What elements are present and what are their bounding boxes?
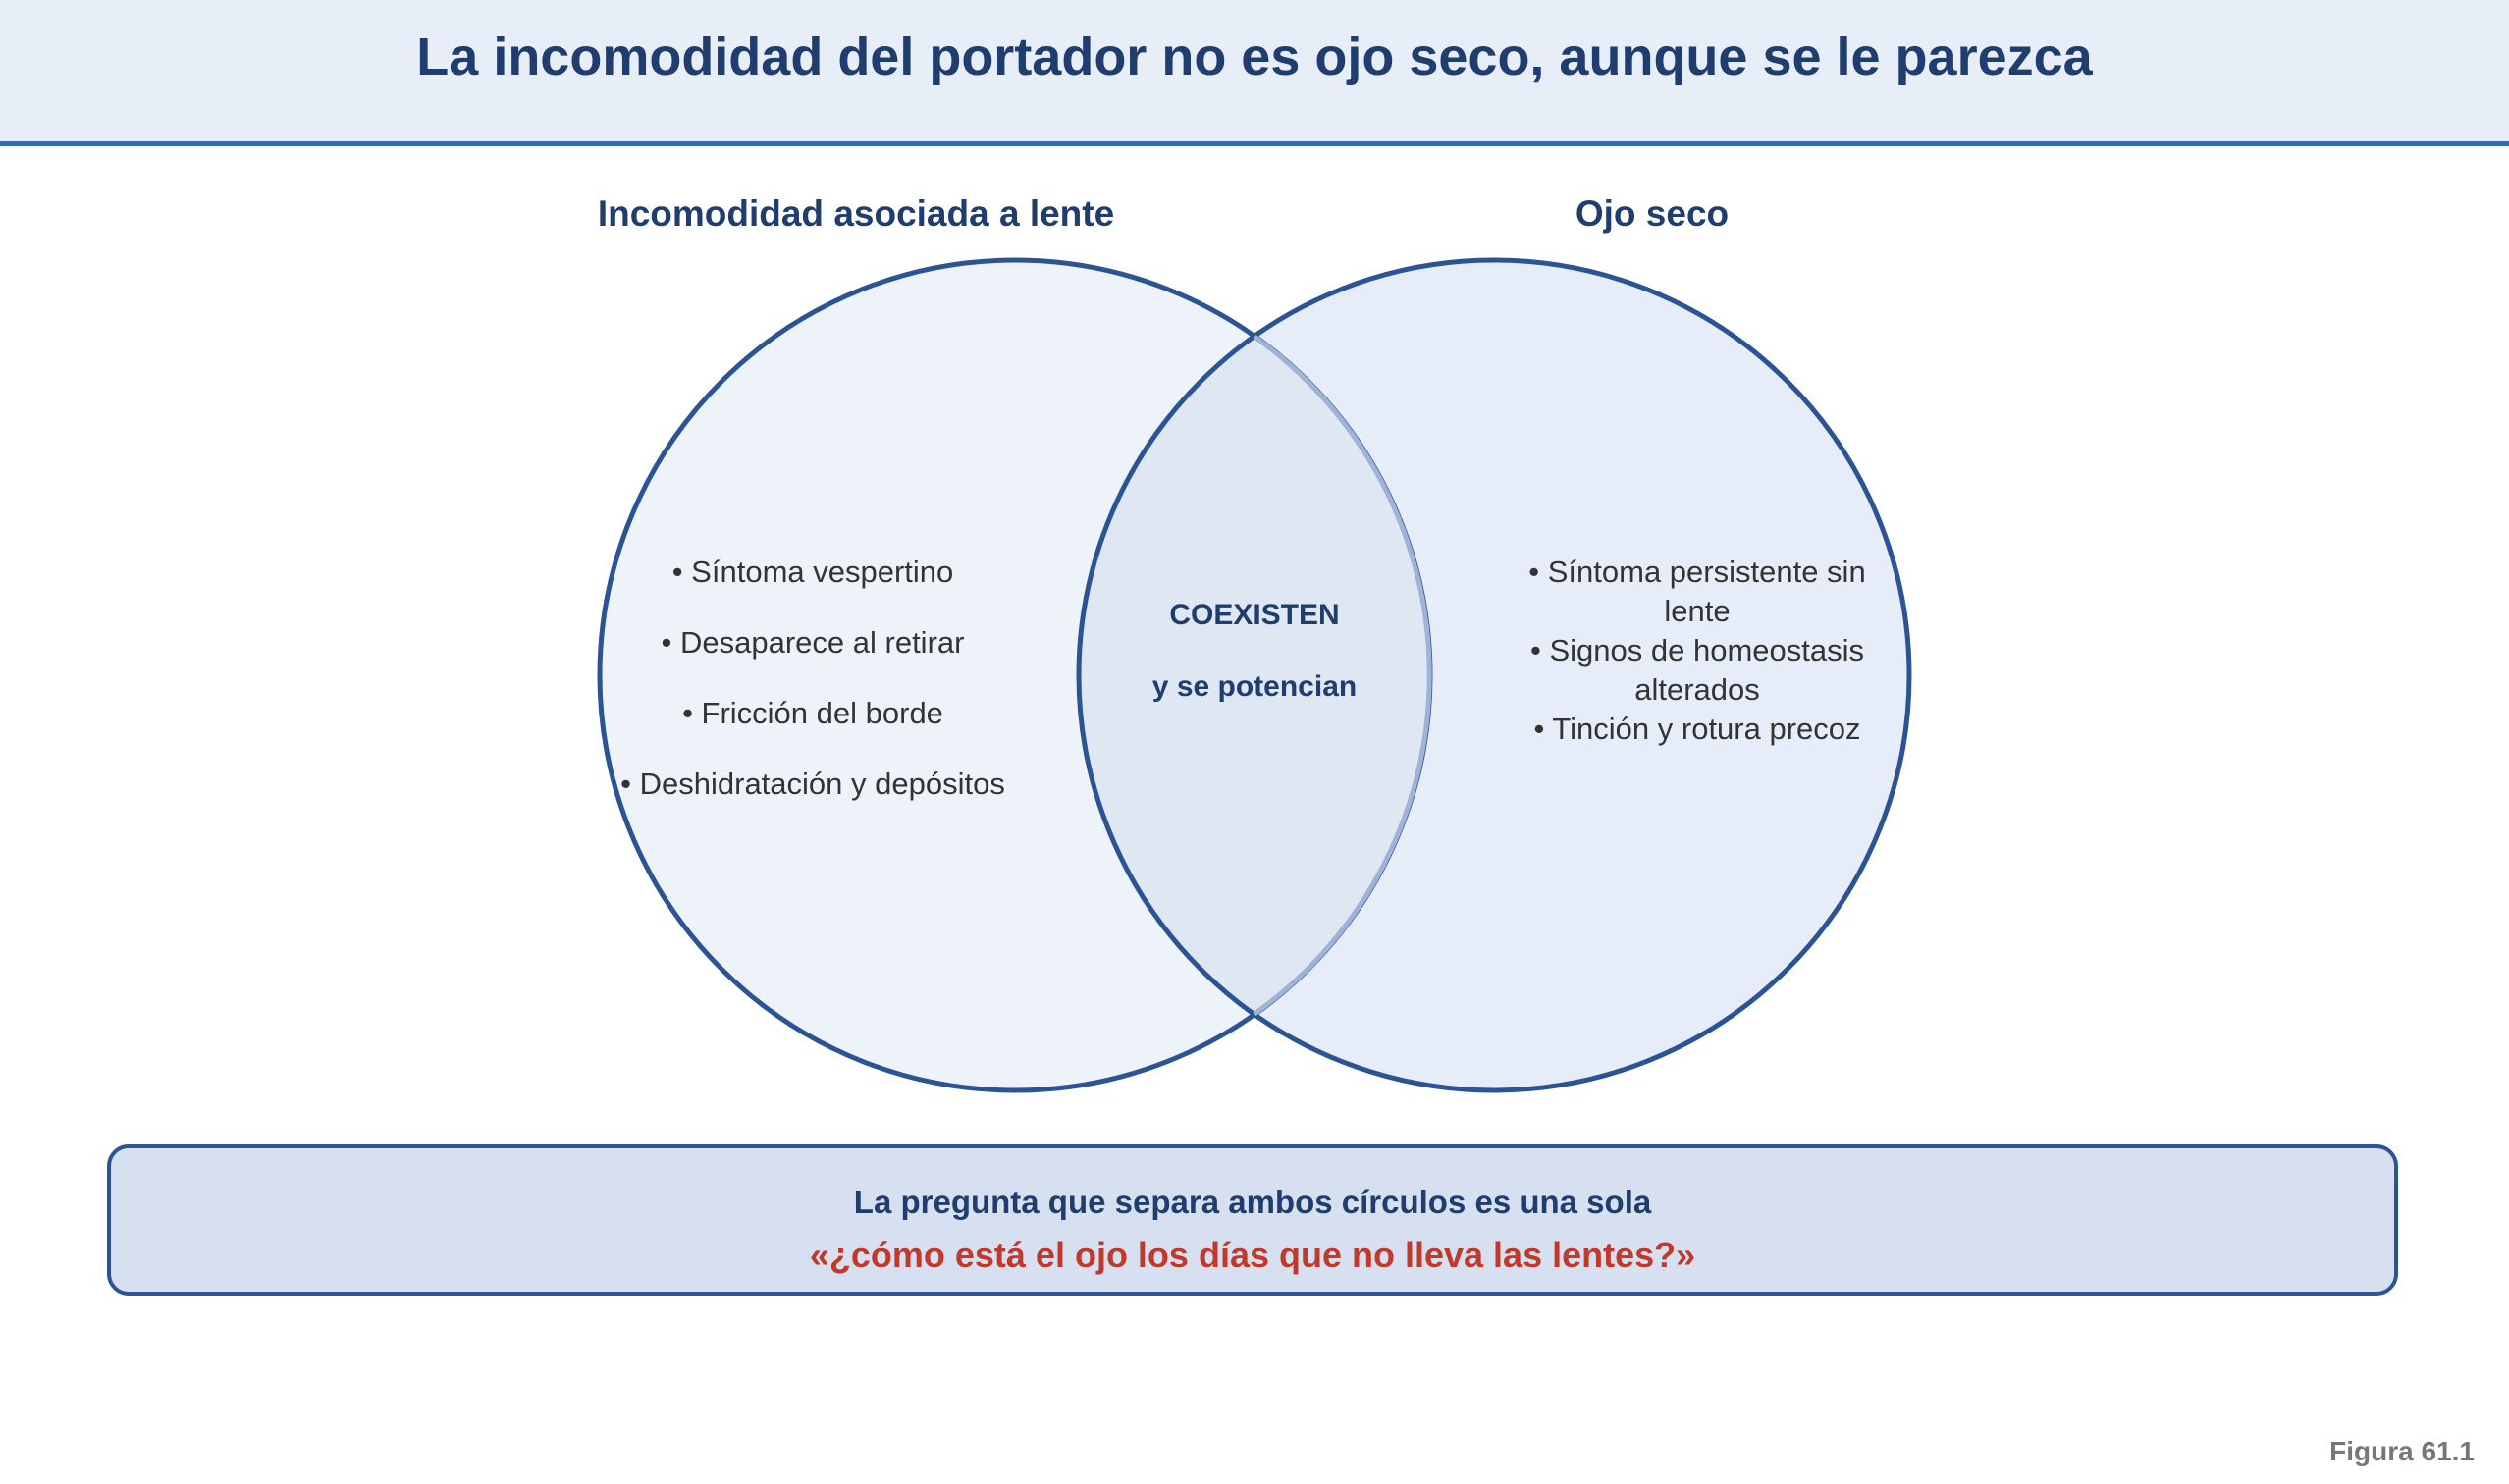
circle-left-list: [616, 553, 1009, 835]
list-item: • Signos de homeostasis alterados: [1530, 633, 1864, 707]
list-item: • Tinción y rotura precoz: [1533, 712, 1861, 746]
list-item: • Síntoma vespertino: [671, 555, 954, 589]
question-box: [107, 1144, 2398, 1296]
question-quote: «¿cómo está el ojo los días que no lleva las lentes?»: [809, 1235, 1696, 1275]
figure-label: Figura 61.1: [2329, 1436, 2475, 1466]
overlap-title: COEXISTEN: [1169, 599, 1340, 631]
list-item: • Fricción del borde: [682, 696, 943, 730]
list-item: • Deshidratación y depósitos: [620, 767, 1005, 801]
list-item: • Desaparece al retirar: [661, 625, 965, 660]
list-item: • Síntoma persistente sin lente: [1528, 555, 1866, 628]
overlap-subtitle: y se potencian: [1151, 670, 1358, 703]
circle-left-label: Incomodidad asociada a lente: [597, 193, 1115, 234]
question-lead: La pregunta que separa ambos círculos es una sola: [853, 1184, 1652, 1220]
circle-right-label: Ojo seco: [1575, 193, 1730, 234]
page-title: La incomodidad del portador no es ojo seco, aunque se le parezca: [416, 27, 2093, 86]
circle-right-list: [1511, 553, 1884, 749]
